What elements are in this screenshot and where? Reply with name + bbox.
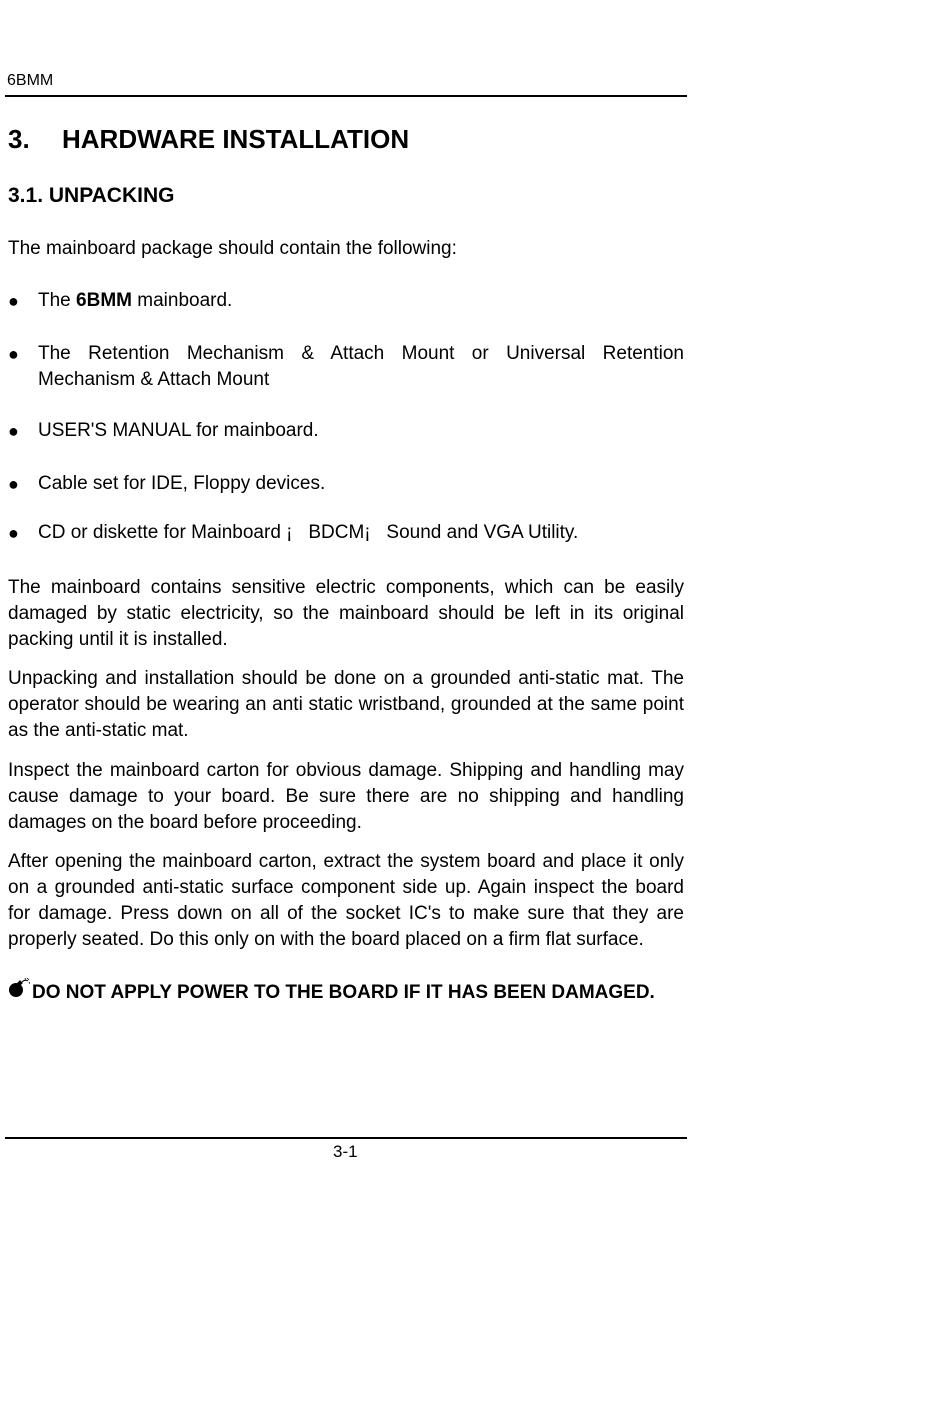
list-item-text: Cable set for IDE, Floppy devices. [38,473,326,494]
list-item [8,418,684,444]
bullet-icon: ● [8,474,19,494]
warning-note [8,978,688,1006]
running-header: 6BMM [7,72,54,89]
bomb-icon [8,978,32,1006]
list-item [8,520,684,546]
body-paragraph: Inspect the mainboard carton for obvious damage. Shipping and handling may cause damage to your board. Be sure there are no shipping and handling damages on the board before proceeding. [8,760,684,833]
list-item-text: USER'S MANUAL for mainboard. [38,420,319,441]
list-item-text: The 6BMM mainboard. [38,290,233,311]
chapter-title-text: HARDWARE INSTALLATION [62,124,410,154]
warning-text: DO NOT APPLY POWER TO THE BOARD IF IT HAS BEEN DAMAGED. [32,982,655,1003]
body-paragraph: Unpacking and installation should be done on a grounded anti-static mat. The operator should be wearing an anti static wristband, grounded at the same point as the anti-static mat. [8,668,684,741]
list-item [8,288,684,314]
model-name: 6BMM [76,290,132,311]
intro-paragraph: The mainboard package should contain the following: [8,238,457,259]
bullet-icon: ● [8,421,19,441]
bullet-icon: ● [8,523,19,543]
bullet-icon: ● [8,344,19,364]
list-item-text: The Retention Mechanism & Attach Mount or Universal Retention Mechanism & Attach Mount [38,343,684,390]
list-item [8,341,684,393]
bullet-icon: ● [8,291,19,311]
body-paragraph: The mainboard contains sensitive electric components, which can be easily damaged by static electricity, so the mainboard should be left in its original packing until it is installed. [8,577,684,650]
footer-rule [5,1137,687,1139]
page-number: 3-1 [333,1142,358,1161]
list-item-text: CD or diskette for Mainboard ¡ BDCM¡ Sound and VGA Utility. [38,522,579,543]
chapter-number: 3. [8,124,30,154]
header-rule [5,95,687,97]
section-title: 3.1. UNPACKING [8,184,175,207]
body-paragraph: After opening the mainboard carton, extract the system board and place it only on a grounded anti-static surface component side up. Again inspect the board for damage. Press down on all of the socket IC's to make sure that they are properly seated. Do this only on with the board placed on a firm flat surface. [8,851,684,950]
chapter-title [8,124,409,155]
list-item [8,471,684,497]
